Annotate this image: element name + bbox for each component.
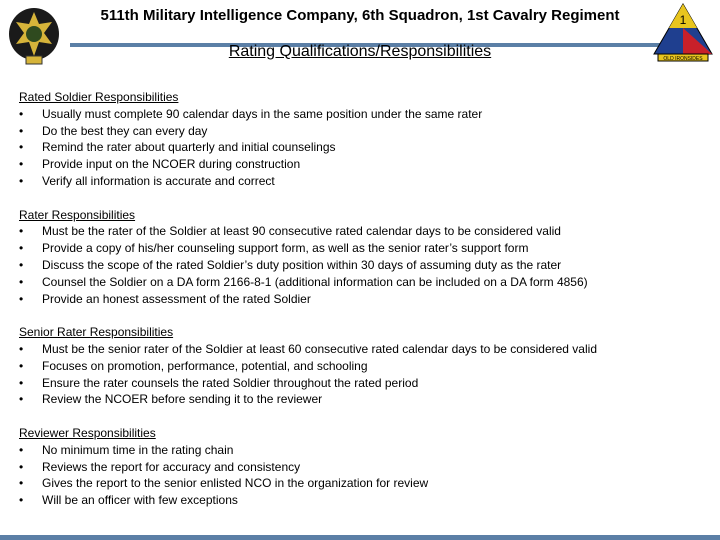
- list-item: [19, 106, 709, 123]
- bullet: •: [19, 224, 24, 239]
- bullet: •: [19, 392, 24, 407]
- list-item: [19, 223, 709, 240]
- list-item: [19, 391, 709, 408]
- list-item: [19, 492, 709, 509]
- item-text: Ensure the rater counsels the rated Soldier throughout the rated period: [42, 375, 419, 390]
- section-rated-soldier: [19, 89, 709, 190]
- item-text: Verify all information is accurate and correct: [42, 173, 275, 188]
- bullet: •: [19, 157, 24, 172]
- bullet: •: [19, 476, 24, 491]
- section-heading: Reviewer Responsibilities: [19, 425, 156, 440]
- list-item: [19, 240, 709, 257]
- responsibilities-content: [19, 89, 709, 526]
- item-text: Provide input on the NCOER during construction: [42, 157, 301, 172]
- list-item: [19, 156, 709, 173]
- bullet: •: [19, 173, 24, 188]
- section-senior-rater: [19, 324, 709, 408]
- list-item: [19, 291, 709, 308]
- bullet: •: [19, 493, 24, 508]
- list-item: [19, 173, 709, 190]
- bullet: •: [19, 140, 24, 155]
- bullet: •: [19, 442, 24, 457]
- list-item: [19, 375, 709, 392]
- svg-text:OLD IRONSIDES: OLD IRONSIDES: [663, 56, 703, 62]
- list-item: [19, 358, 709, 375]
- item-text: Discuss the scope of the rated Soldier’s duty position within 30 days of assuming duty as the rater: [42, 257, 562, 272]
- regiment-crest-logo: [6, 6, 62, 66]
- section-heading: Rated Soldier Responsibilities: [19, 90, 179, 104]
- section-reviewer: [19, 425, 709, 509]
- item-text: Do the best they can every day: [42, 123, 208, 138]
- list-item: [19, 459, 709, 476]
- bullet: •: [19, 341, 24, 356]
- footer-bar: [0, 535, 720, 540]
- list-item: [19, 139, 709, 156]
- item-text: Will be an officer with few exceptions: [42, 493, 238, 508]
- item-text: Reviews the report for accuracy and consistency: [42, 459, 301, 474]
- item-text: Provide an honest assessment of the rated Soldier: [42, 291, 311, 306]
- svg-text:1: 1: [679, 13, 687, 27]
- armored-division-patch-logo: [652, 2, 714, 62]
- section-heading: Rater Responsibilities: [19, 207, 136, 222]
- bullet: •: [19, 241, 24, 256]
- item-text: Provide a copy of his/her counseling support form, as well as the senior rater’s support form: [42, 241, 529, 256]
- section-heading: Senior Rater Responsibilities: [19, 325, 174, 340]
- bullet: •: [19, 358, 24, 373]
- list-item: [19, 257, 709, 274]
- list-item: [19, 274, 709, 291]
- item-text: Must be the rater of the Soldier at least 90 consecutive rated calendar days to be considered valid: [42, 224, 561, 239]
- item-text: Must be the senior rater of the Soldier at least 60 consecutive rated calendar days to be considered valid: [42, 341, 597, 356]
- list-item: [19, 442, 709, 459]
- item-text: Gives the report to the senior enlisted NCO in the organization for review: [42, 476, 429, 491]
- item-text: Review the NCOER before sending it to the reviewer: [42, 392, 323, 407]
- list-item: [19, 341, 709, 358]
- item-text: Remind the rater about quarterly and initial counselings: [42, 140, 336, 155]
- bullet: •: [19, 291, 24, 306]
- list-item: [19, 475, 709, 492]
- item-text: No minimum time in the rating chain: [42, 442, 234, 457]
- item-text: Counsel the Soldier on a DA form 2166-8-1 (additional information can be included on a DA form 4856): [42, 274, 588, 289]
- bullet: •: [19, 375, 24, 390]
- bullet: •: [19, 106, 24, 121]
- section-rater: [19, 207, 709, 308]
- slide-subtitle: Rating Qualifications/Responsibilities: [228, 43, 492, 60]
- bullet: •: [19, 257, 24, 272]
- item-text: Usually must complete 90 calendar days in the same position under the same rater: [42, 106, 483, 121]
- bullet: •: [19, 123, 24, 138]
- list-item: [19, 123, 709, 140]
- bullet: •: [19, 459, 24, 474]
- slide-title: 511th Military Intelligence Company, 6th Squadron, 1st Cavalry Regiment: [100, 7, 620, 24]
- bullet: •: [19, 274, 24, 289]
- item-text: Focuses on promotion, performance, potential, and schooling: [42, 358, 368, 373]
